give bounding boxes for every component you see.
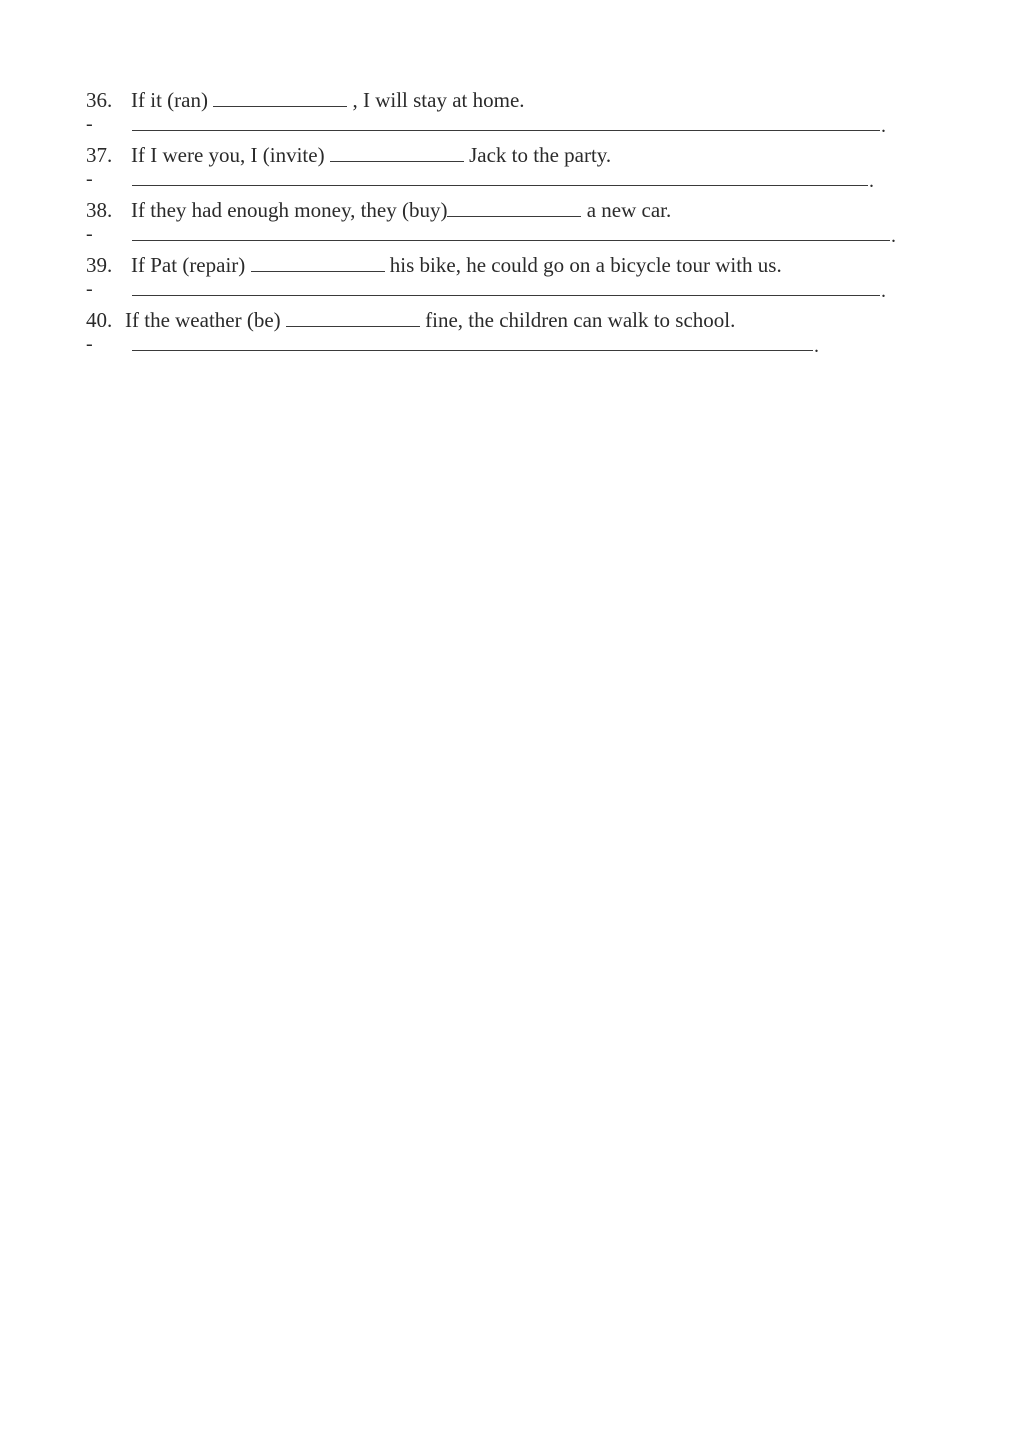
- question-text-after: fine, the children can walk to school.: [419, 308, 736, 332]
- question-line: [86, 306, 735, 334]
- question-line: [86, 196, 671, 224]
- answer-period: .: [814, 335, 819, 357]
- answer-dash: -: [86, 278, 93, 300]
- question-line: [86, 251, 782, 279]
- answer-line[interactable]: [132, 130, 880, 131]
- answer-period: .: [891, 225, 896, 247]
- fill-in-blank[interactable]: [251, 253, 385, 272]
- answer-dash: -: [86, 113, 93, 135]
- question-text-after: Jack to the party.: [463, 143, 612, 167]
- answer-dash: -: [86, 168, 93, 190]
- question-text-before: If I were you, I (invite): [131, 143, 330, 167]
- question-text-before: If Pat (repair): [131, 253, 251, 277]
- question-text-before: If they had enough money, they (buy): [131, 198, 448, 222]
- question-line: [86, 86, 525, 114]
- question-text-after: his bike, he could go on a bicycle tour with us.: [384, 253, 782, 277]
- question-number: 39.: [86, 253, 113, 277]
- question-number: 37.: [86, 143, 113, 167]
- answer-line[interactable]: [132, 295, 880, 296]
- question-line: [86, 141, 611, 169]
- answer-dash: -: [86, 333, 93, 355]
- question-number: 38.: [86, 198, 113, 222]
- answer-period: .: [869, 170, 874, 192]
- question-text-after: , I will stay at home.: [347, 88, 525, 112]
- fill-in-blank[interactable]: [447, 198, 581, 217]
- answer-period: .: [881, 115, 886, 137]
- question-number: 40.: [86, 308, 113, 332]
- answer-line[interactable]: [132, 350, 813, 351]
- question-text-before: If the weather (be): [125, 308, 286, 332]
- fill-in-blank[interactable]: [213, 88, 347, 107]
- answer-period: .: [881, 280, 886, 302]
- fill-in-blank[interactable]: [286, 308, 420, 327]
- answer-line[interactable]: [132, 185, 868, 186]
- question-number: 36.: [86, 88, 113, 112]
- answer-dash: -: [86, 223, 93, 245]
- answer-line[interactable]: [132, 240, 890, 241]
- question-text-before: If it (ran): [131, 88, 214, 112]
- question-text-after: a new car.: [581, 198, 672, 222]
- fill-in-blank[interactable]: [330, 143, 464, 162]
